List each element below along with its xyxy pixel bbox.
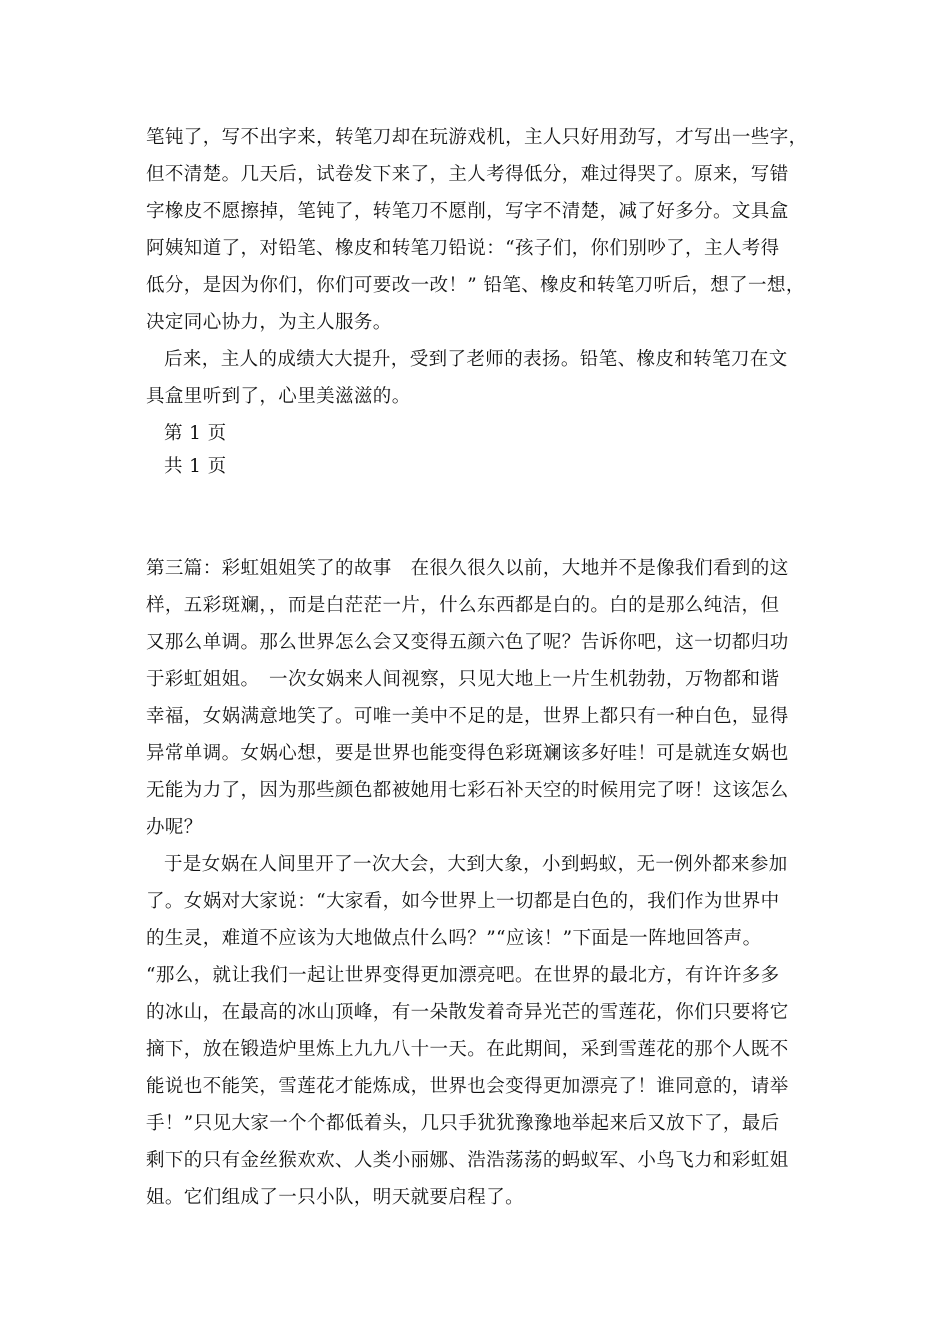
text-line: 幸福，女娲满意地笑了。可唯一美中不足的是，世界上都只有一种白色，显得 — [146, 706, 789, 727]
text-line: 后来，主人的成绩大大提升，受到了老师的表扬。铅笔、橡皮和转笔刀在文 — [164, 349, 788, 370]
text-line: 了。女娲对大家说：“大家看，如今世界上一切都是白色的，我们作为世界中 — [146, 891, 780, 912]
text-line: 具盒里听到了，心里美滋滋的。 — [146, 386, 411, 407]
text-line: 摘下，放在锻造炉里炼上九九八十一天。在此期间，采到雪莲花的那个人既不 — [146, 1039, 789, 1060]
text-line: 决定同心协力，为主人服务。 — [146, 312, 392, 333]
text-line: 样，五彩斑斓，，而是白茫茫一片，什么东西都是白的。白的是那么纯洁，但 — [146, 595, 780, 616]
text-line: 于彩虹姐姐。 一次女娲来人间视察，只见大地上一片生机勃勃，万物都和谐 — [146, 669, 780, 690]
text-line: 第三篇：彩虹姐姐笑了的故事 在很久很久以前，大地并不是像我们看到的这 — [146, 558, 789, 579]
text-line: 办呢？ — [146, 817, 203, 838]
text-line: 笔钝了，写不出字来，转笔刀却在玩游戏机，主人只好用劲写，才写出一些字， — [146, 127, 808, 148]
text-line: 的冰山，在最高的冰山顶峰，有一朵散发着奇异光芒的雪莲花，你们只要将它 — [146, 1002, 789, 1023]
text-line: 但不清楚。几天后，试卷发下来了，主人考得低分，难过得哭了。原来，写错 — [146, 164, 789, 185]
text-line: 姐。它们组成了一只小队，明天就要启程了。 — [146, 1187, 525, 1208]
page-total: 共 1 页 — [164, 456, 227, 477]
text-line: 的生灵，难道不应该为大地做点什么吗？”“应该！”下面是一阵地回答声。 — [146, 928, 762, 949]
text-line: 剩下的只有金丝猴欢欢、人类小丽娜、浩浩荡荡的蚂蚁军、小鸟飞力和彩虹姐 — [146, 1150, 789, 1171]
text-line: 无能为力了，因为那些颜色都被她用七彩石补天空的时候用完了呀！这该怎么 — [146, 780, 789, 801]
text-line: 字橡皮不愿擦掉，笔钝了，转笔刀不愿削，写字不清楚，减了好多分。文具盒 — [146, 201, 789, 222]
text-line: 低分，是因为你们，你们可要改一改！” 铅笔、橡皮和转笔刀听后，想了一想， — [146, 275, 805, 296]
text-line: 于是女娲在人间里开了一次大会，大到大象，小到蚂蚁，无一例外都来参加 — [164, 854, 788, 875]
text-line: 手！”只见大家一个个都低着头，几只手犹犹豫豫地举起来后又放下了，最后 — [146, 1113, 780, 1134]
text-line: 又那么单调。那么世界怎么会又变得五颜六色了呢？告诉你吧，这一切都归功 — [146, 632, 789, 653]
text-line: 异常单调。女娲心想，要是世界也能变得色彩斑斓该多好哇！可是就连女娲也 — [146, 743, 789, 764]
page-number: 第 1 页 — [164, 423, 227, 444]
text-line: “那么，就让我们一起让世界变得更加漂亮吧。在世界的最北方，有许许多多 — [146, 965, 780, 986]
text-line: 能说也不能笑，雪莲花才能炼成，世界也会变得更加漂亮了！谁同意的，请举 — [146, 1076, 789, 1097]
text-line: 阿姨知道了，对铅笔、橡皮和转笔刀铅说：“孩子们，你们别吵了，主人考得 — [146, 238, 780, 259]
